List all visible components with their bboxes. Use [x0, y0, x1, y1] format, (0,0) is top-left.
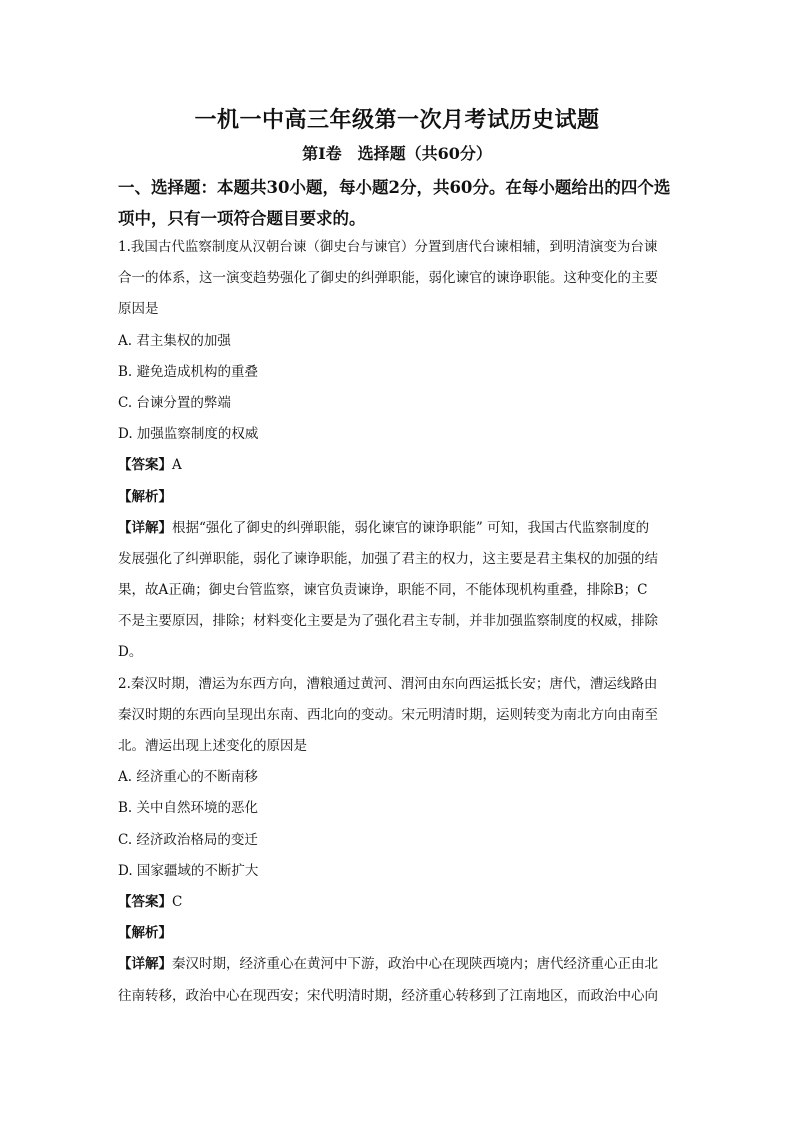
- question-1: [118, 232, 678, 669]
- detail-tag: 【详解】: [118, 519, 172, 536]
- exam-subtitle: 第Ⅰ卷 选择题（共60分）: [302, 144, 492, 163]
- question-1-detail-line: 发展强化了纠弹职能，弱化了谏诤职能，加强了君主的权力，这主要是君主集权的加强的结: [118, 550, 658, 567]
- question-1-answer: [118, 450, 678, 481]
- answer-value: A: [172, 457, 182, 474]
- question-2-answer: [118, 887, 678, 918]
- question-1-detail-line: 果，故A正确；御史台管监察，谏官负责谏诤，职能不同，不能体现机构重叠，排除B；C: [118, 582, 648, 599]
- questions-content: [118, 232, 678, 1012]
- question-2-stem-line: 北。漕运出现上述变化的原因是: [118, 738, 307, 754]
- question-2-option-c: C. 经济政治格局的变迁: [118, 831, 258, 848]
- section-instructions-line: 一、选择题：本题共30小题，每小题2分，共60分。在每小题给出的四个选: [118, 178, 671, 197]
- question-2-option-a: A. 经济重心的不断南移: [118, 769, 258, 786]
- detail-text: 根据“强化了御史的纠弹职能，弱化谏官的谏诤职能” 可知，我国古代监察制度的: [172, 519, 650, 536]
- question-2-stem-line: 2.秦汉时期，漕运为东西方向，漕粮通过黄河、渭河由东向西运抵长安；唐代，漕运线路由: [118, 675, 658, 692]
- question-1-detail-line: [118, 513, 678, 544]
- question-2-detail-line: 往南转移，政治中心在现西安；宋代明清时期，经济重心转移到了江南地区，而政治中心向: [118, 987, 658, 1004]
- question-2: [118, 669, 678, 1012]
- question-1-option-d: D. 加强监察制度的权威: [118, 426, 259, 443]
- question-2-option-b: B. 关中自然环境的恶化: [118, 800, 259, 817]
- section-instructions-line: 项中，只有一项符合题目要求的。: [118, 209, 366, 228]
- question-1-option-b: B. 避免造成机构的重叠: [118, 363, 259, 380]
- section-instructions: [118, 172, 678, 234]
- answer-value: C: [172, 893, 183, 910]
- detail-tag: 【详解】: [118, 956, 172, 973]
- question-2-stem-line: 秦汉时期的东西向呈现出东南、西北向的变动。宋元明清时期，运则转变为南北方向由南至: [118, 706, 658, 723]
- question-2-analysis-tag: [118, 918, 678, 949]
- question-1-detail-line: D。: [118, 644, 143, 661]
- exam-title: 一机一中高三年级第一次月考试历史试题: [194, 107, 600, 133]
- question-1-stem-line: 合一的体系，这一演变趋势强化了御史的纠弹职能，弱化谏官的谏诤职能。这种变化的主要: [118, 270, 658, 287]
- question-2-option-d: D. 国家疆域的不断扩大: [118, 862, 259, 879]
- answer-tag: 【答案】: [118, 457, 172, 474]
- question-2-detail-line: [118, 949, 678, 980]
- analysis-tag: 【解析】: [118, 488, 172, 505]
- answer-tag: 【答案】: [118, 893, 172, 910]
- question-1-analysis-tag: [118, 482, 678, 513]
- question-1-option-c: C. 台谏分置的弊端: [118, 394, 231, 411]
- question-1-stem-line: 1.我国古代监察制度从汉朝台谏（御史台与谏官）分置到唐代台谏相辅，到明清演变为台谏: [118, 239, 658, 255]
- question-1-stem-line: 原因是: [118, 301, 159, 318]
- question-1-option-a: A. 君主集权的加强: [118, 332, 231, 349]
- analysis-tag: 【解析】: [118, 925, 172, 942]
- detail-text: 秦汉时期，经济重心在黄河中下游，政治中心在现陕西境内；唐代经济重心正由北: [172, 956, 658, 973]
- question-1-detail-line: 不是主要原因，排除；材料变化主要是为了强化君主专制，并非加强监察制度的权威，排除: [118, 613, 658, 630]
